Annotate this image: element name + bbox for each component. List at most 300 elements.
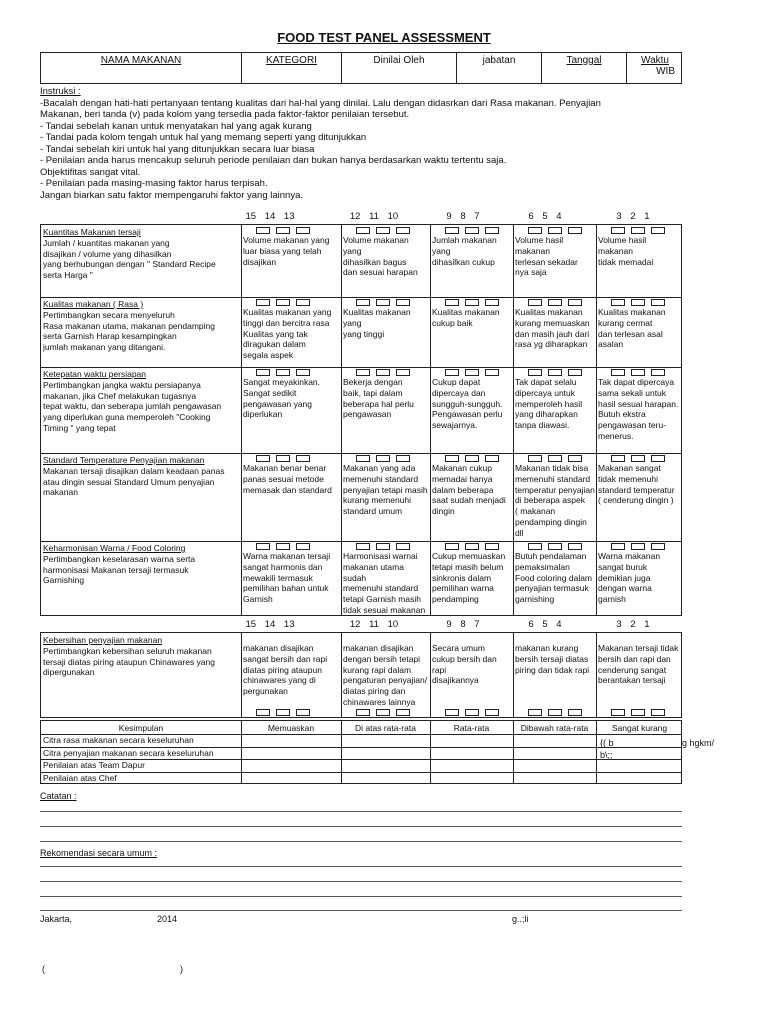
checkbox-group [256,227,310,235]
rating-text: sama sekali untuk [598,387,667,398]
score-checkbox[interactable] [376,227,390,234]
rating-text: dingin [432,506,455,517]
score-checkbox[interactable] [651,455,665,462]
score-checkbox[interactable] [276,299,290,306]
rating-text: pengawasan teru- [598,420,667,431]
score-checkbox[interactable] [276,227,290,234]
score-checkbox[interactable] [631,227,645,234]
rating-text: mewakili termasuk [243,572,313,583]
rating-text: Butuh ekstra [598,409,646,420]
rating-text: Kualitas makanan yang [243,307,332,317]
scale-label: 15 14 13 [245,619,295,630]
score-checkbox[interactable] [568,299,582,306]
score-checkbox[interactable] [356,709,370,716]
criterion-text: tersaji diatas piring ataupun Chinawares yang [43,656,215,667]
rating-text: kurang cermat [598,317,653,328]
rating-text: dengan warna [598,583,652,594]
form-title: FOOD TEST PANEL ASSESSMENT [277,30,491,45]
score-checkbox[interactable] [651,299,665,306]
header-wib: WIB [656,66,675,77]
rating-text: baik, tapi dalam [343,387,403,398]
catatan-label: Catatan : [40,791,77,801]
instructions [40,86,700,201]
score-checkbox[interactable] [356,543,370,550]
rating-text: makanan kurang [515,643,579,653]
rating-text: makanan disajikan [243,643,314,653]
scale-label: 15 14 13 [245,211,295,222]
rating-text: Tak dapat selalu [515,377,577,387]
score-checkbox[interactable] [465,299,479,306]
rating-text: memadai hanya [432,473,493,484]
rating-description [515,307,595,365]
rating-text: Butuh pendalaman [515,551,587,561]
score-checkbox[interactable] [631,369,645,376]
header-nama-makanan: NAMA MAKANAN [100,55,182,66]
instruction-line: Instruksi : [40,86,81,97]
rating-text: tetapi Garnish masih [343,594,421,605]
rating-text: Jumlah makanan yang [432,235,497,256]
criterion-text: Garnishing [43,575,85,586]
checkbox-group [356,227,410,235]
rating-description [243,551,340,615]
score-checkbox[interactable] [256,369,270,376]
rating-text: temperatur penyajian [515,484,595,495]
score-checkbox[interactable] [376,709,390,716]
score-checkbox[interactable] [651,369,665,376]
checkbox-group [445,369,499,377]
rating-text: makanan utama sudah [343,561,404,583]
rating-text: memenuhi standard [343,473,419,484]
rating-text: Sangat sedikit [243,387,297,398]
checkbox-group [356,543,410,551]
rating-description [432,235,512,295]
checkbox-group [611,455,665,463]
column-divider [430,225,431,615]
checkbox-group [256,455,310,463]
criterion-description [43,543,239,615]
score-checkbox[interactable] [465,455,479,462]
recommendation-line [40,910,682,911]
score-checkbox[interactable] [396,227,410,234]
scale-label: 3 2 1 [616,619,650,630]
score-checkbox[interactable] [256,543,270,550]
rating-text: nya saja [515,267,547,278]
score-checkbox[interactable] [465,369,479,376]
rating-text: Kualitas makanan [432,307,500,317]
checkbox-group [528,709,582,717]
rating-text: Bekerja dengan [343,377,403,387]
score-checkbox[interactable] [276,369,290,376]
score-checkbox[interactable] [445,369,459,376]
rating-text: rasa yg diharapkan [515,339,588,350]
rating-description [598,377,682,451]
score-checkbox[interactable] [465,543,479,550]
rating-text: ( cenderung dingin ) [598,495,674,506]
rating-text: hasil sesuai harapan. [598,398,679,409]
criteria-grid [40,224,682,616]
score-checkbox[interactable] [376,543,390,550]
rating-text: berantakan tersaji [598,675,666,686]
scale-label: 6 5 4 [528,211,562,222]
criterion-description [43,369,239,451]
summary-scribble-3: g hgkm/ [682,738,715,748]
column-divider [341,633,342,717]
rating-text: Tak dapat dipercaya [598,377,675,387]
score-checkbox[interactable] [376,369,390,376]
instruction-line: - Penilaian anda harus mencakup seluruh periode penilaian dan bukan hanya berdasarkan waktu tertentu saja. [40,155,507,166]
rating-description [598,307,682,365]
recommendation-line [40,896,682,897]
criterion-text: Pertimbangkan secara menyeluruh [43,309,175,320]
criterion-text: tepat waktu, dan seberapa jumlah pengawasan [43,401,222,412]
score-checkbox[interactable] [568,455,582,462]
rating-text: standard umum [343,506,403,517]
rating-text: sangat harmonis dan [243,561,323,572]
score-checkbox[interactable] [568,369,582,376]
score-checkbox[interactable] [485,227,499,234]
rating-text: Cukup dapat [432,377,481,387]
rating-text: dan sesuai harapan [343,267,418,278]
score-checkbox[interactable] [276,543,290,550]
rating-text: Secara umum [432,643,485,653]
score-checkbox[interactable] [528,227,542,234]
criterion-text: yang diperlukan guna memperoleh "Cooking [43,412,211,423]
row-divider [41,297,681,298]
score-checkbox[interactable] [465,709,479,716]
score-checkbox[interactable] [631,299,645,306]
criterion-text: harmonisasi Makanan tersaji termasuk [43,564,189,575]
rating-text: disajikan [243,256,277,267]
instruction-line: - Tandai sebelah kanan untuk menyatakan hal yang agak kurang [40,120,312,132]
score-checkbox[interactable] [548,709,562,716]
criterion-text: Pertimbangkan keselarasan warna serta [43,553,196,564]
row-divider [41,453,681,454]
row-divider [41,541,681,542]
header-tanggal: Tanggal [541,53,626,83]
rating-text: dipercaya untuk [515,387,576,398]
rating-text: Garnish [243,594,273,605]
signature-paren-open: ( [42,964,45,974]
score-checkbox[interactable] [276,455,290,462]
score-checkbox[interactable] [256,299,270,306]
score-checkbox[interactable] [528,709,542,716]
score-checkbox[interactable] [445,709,459,716]
rating-text: sinkronis dalam [432,572,492,583]
score-checkbox[interactable] [611,709,625,716]
column-divider [513,633,514,717]
score-checkbox[interactable] [611,543,625,550]
rating-description [432,551,512,615]
summary-row-label: Penilaian atas Chef [43,772,117,783]
scale-label: 9 8 7 [446,619,480,630]
rating-text: dan terlesan asal [598,328,663,339]
score-checkbox[interactable] [631,709,645,716]
rating-text: pergunakan [243,686,288,697]
rating-text: pendamping dingin dll [515,516,587,538]
rating-text: sungguh-sungguh. [432,398,503,409]
scale-label: 12 11 10 [349,211,399,222]
note-line [40,841,682,842]
checkbox-group [256,299,310,307]
checkbox-group [611,543,665,551]
summary-scribble-2: b\;; [600,750,613,760]
rating-text: dihasilkan bagus [343,256,407,267]
header-jabatan: jabatan [456,53,541,83]
rating-text: dan masih jauh dari [515,328,590,339]
rating-text: Kualitas makanan [515,307,583,317]
score-checkbox[interactable] [256,455,270,462]
checkbox-group [611,299,665,307]
instruction-line: - Penilaian pada masing-masing faktor harus terpisah. [40,178,268,189]
checkbox-group [256,709,310,717]
rating-text: diatas piring ataupun [243,664,322,675]
score-checkbox[interactable] [611,299,625,306]
rating-text: Volume makanan yang [343,235,409,256]
criterion-text: Pertimbangkan kebersihan seluruh makanan [43,645,212,656]
rating-text: beberapa hal perlu [343,398,414,409]
checkbox-group [445,299,499,307]
checkbox-group [528,369,582,377]
rating-description [243,643,340,717]
score-checkbox[interactable] [485,543,499,550]
score-checkbox[interactable] [276,709,290,716]
rating-description [343,235,429,295]
score-checkbox[interactable] [356,455,370,462]
score-checkbox[interactable] [631,543,645,550]
score-checkbox[interactable] [611,369,625,376]
scale-label: 6 5 4 [528,619,562,630]
score-checkbox[interactable] [611,455,625,462]
score-checkbox[interactable] [548,299,562,306]
checkbox-group [256,369,310,377]
checkbox-group [356,709,410,717]
score-checkbox[interactable] [256,227,270,234]
checkbox-group [528,227,582,235]
score-checkbox[interactable] [548,543,562,550]
rating-text: pengawasan yang [243,398,313,409]
score-checkbox[interactable] [485,709,499,716]
rating-description [343,551,429,615]
rating-description [598,235,682,295]
instruction-line: Makanan, beri tanda (v) pada kolom yang tersedia pada faktor-faktor penilaian tersebut. [40,109,410,120]
score-checkbox[interactable] [376,455,390,462]
rating-text: sangat buruk [598,561,648,572]
rating-text: Warna makanan [598,551,661,561]
column-divider [430,633,431,717]
score-checkbox[interactable] [651,543,665,550]
rating-description [598,643,682,717]
rating-text: panas sesuai metode [243,473,324,484]
rating-text: tetapi masih belum [432,561,504,572]
score-checkbox[interactable] [396,369,410,376]
rating-text: Makanan sangat [598,463,661,473]
rating-text: Kualitas makanan [598,307,666,317]
rating-text: dipercaya dan [432,387,486,398]
rating-text: Kualitas yang tak [243,328,308,339]
rating-description [432,377,512,451]
rating-text: tanpa diawasi. [515,420,570,431]
header-waktu: Waktu [641,55,669,66]
header-waktu-cell [626,53,683,83]
score-checkbox[interactable] [396,709,410,716]
rating-description [432,643,512,717]
cleanliness-grid [40,632,682,718]
checkbox-group [528,299,582,307]
rating-text: kurang rapi dalam [343,664,412,675]
header-kategori: KATEGORI [241,53,341,83]
score-checkbox[interactable] [445,299,459,306]
rating-description [343,463,429,539]
score-checkbox[interactable] [548,227,562,234]
rating-description [432,463,512,539]
criterion-text: disajikan / volume yang dihasilkan [43,248,172,259]
checkbox-group [256,543,310,551]
note-line [40,826,682,827]
score-checkbox[interactable] [396,455,410,462]
instruction-line: Objektifitas sangat vital. [40,166,141,178]
rating-description [515,643,595,717]
rating-text: diatas piring dan [343,686,406,697]
rating-text: Makanan tidak bisa [515,463,589,473]
criterion-text: Rasa makanan utama, makanan pendamping [43,320,215,331]
rating-text: garnishing [515,594,555,605]
recommendation-line [40,881,682,882]
checkbox-group [528,543,582,551]
score-checkbox[interactable] [631,455,645,462]
column-divider [341,225,342,615]
rating-description [515,235,595,295]
rating-text: Makanan benar benar [243,463,327,473]
rating-text: Volume hasil makanan [598,235,647,256]
score-checkbox[interactable] [296,455,310,462]
summary-header: Sangat kurang [611,723,668,733]
score-checkbox[interactable] [445,227,459,234]
score-checkbox[interactable] [376,299,390,306]
score-checkbox[interactable] [548,369,562,376]
rating-description [343,307,429,365]
score-checkbox[interactable] [445,455,459,462]
score-checkbox[interactable] [465,227,479,234]
rating-text: yang diharapkan [515,409,578,420]
criterion-text: makanan [43,487,78,498]
rating-text: chinawares lainnya [343,696,416,707]
score-checkbox[interactable] [296,709,310,716]
score-checkbox[interactable] [485,299,499,306]
signature-paren-close: ) [180,964,183,974]
place-label: Jakarta, [40,914,73,924]
rating-text: asalan [598,339,624,350]
score-checkbox[interactable] [485,455,499,462]
score-checkbox[interactable] [445,543,459,550]
rating-text: sewajarnya. [432,420,478,431]
score-checkbox[interactable] [356,299,370,306]
rating-text: yang tinggi [343,328,385,339]
rating-text: bersih tersaji diatas [515,653,589,664]
score-checkbox[interactable] [396,299,410,306]
score-checkbox[interactable] [548,455,562,462]
rating-text: Makanan tersaji tidak [598,643,679,653]
criterion-text: Pertimbangkan jangka waktu persiapanya [43,379,201,390]
score-checkbox[interactable] [528,543,542,550]
rating-description [598,551,682,615]
score-checkbox[interactable] [568,227,582,234]
criterion-description [43,227,239,295]
rating-text: dengan bersih tetapi [343,653,421,664]
rating-text: memperoleh hasil [515,398,583,409]
rating-description [243,307,340,365]
score-checkbox[interactable] [651,227,665,234]
instruction-line: - Tandai pada kolom tengah untuk hal yang memang seperti yang ditunjukkan [40,132,367,143]
score-checkbox[interactable] [296,369,310,376]
score-checkbox[interactable] [568,543,582,550]
rating-text: menerus. [598,430,634,441]
criterion-text: serta Garnish Harap kesampingkan [43,331,177,342]
signature-mark: g..;li [512,914,529,924]
criterion-text: makanan, jika Chef melakukan tugasnya [43,390,197,401]
rating-description [243,463,340,539]
instruction-line: - Tandai sebelah kiri untuk hal yang ditunjukkan secara luar biasa [40,143,315,155]
score-checkbox[interactable] [528,299,542,306]
rating-description [343,377,429,451]
criterion-text: jumlah makanan yang ditangani. [43,342,166,353]
header-dinilai-oleh: Dinilai Oleh [341,53,456,83]
rating-text: tidak memenuhi [598,473,659,484]
rating-text: demikian juga [598,572,651,583]
rating-text: penyajian tetapi masih [343,484,428,495]
score-checkbox[interactable] [356,227,370,234]
scale-label: 3 2 1 [616,211,650,222]
column-divider [241,633,242,717]
score-checkbox[interactable] [651,709,665,716]
rating-text: pendamping [432,594,479,605]
score-checkbox[interactable] [296,227,310,234]
score-checkbox[interactable] [528,369,542,376]
score-checkbox[interactable] [568,709,582,716]
scale-label: 12 11 10 [349,619,399,630]
criterion-text: dipergunakan [43,667,95,678]
checkbox-group [611,709,665,717]
rating-text: Sangat meyakinkan. [243,377,321,387]
checkbox-group [356,299,410,307]
rating-text: Cukup memuaskan [432,551,506,561]
year-label: 2014 [157,914,178,924]
instruction-line: Jangan biarkan satu faktor mempengaruhi faktor yang lainnya. [40,189,303,201]
rating-text: pengaturan penyajian/ [343,675,428,686]
score-checkbox[interactable] [296,299,310,306]
score-checkbox[interactable] [356,369,370,376]
rating-text: tidak memadai [598,256,654,267]
rating-text: Volume makanan yang [243,235,330,245]
score-checkbox[interactable] [485,369,499,376]
rating-text: Kualitas makanan yang [343,307,411,328]
criterion-title: Keharmonisan Warna / Food Coloring [43,543,186,553]
rating-description [243,377,340,451]
checkbox-group [445,227,499,235]
score-checkbox[interactable] [528,455,542,462]
criterion-title: Kuantitas Makanan tersaji [43,227,141,237]
criterion-text: Timing " yang tepat [43,422,116,433]
instruction-line: -Bacalah dengan hati-hati pertanyaan tentang kualitas dari hal-hal yang dinilai. Lalu dengan didasrkan dari Rasa makanan. Penyajian [40,97,601,109]
criterion-title: Ketepatan waktu persiapan [43,369,147,379]
score-checkbox[interactable] [611,227,625,234]
checkbox-group [445,709,499,717]
score-checkbox[interactable] [296,543,310,550]
score-checkbox[interactable] [256,709,270,716]
score-checkbox[interactable] [396,543,410,550]
criterion-text: yang berhubungan dengan " Standard Recipe [43,259,216,270]
rekomendasi-label: Rekomendasi secara umum : [40,848,158,858]
note-line [40,811,682,812]
